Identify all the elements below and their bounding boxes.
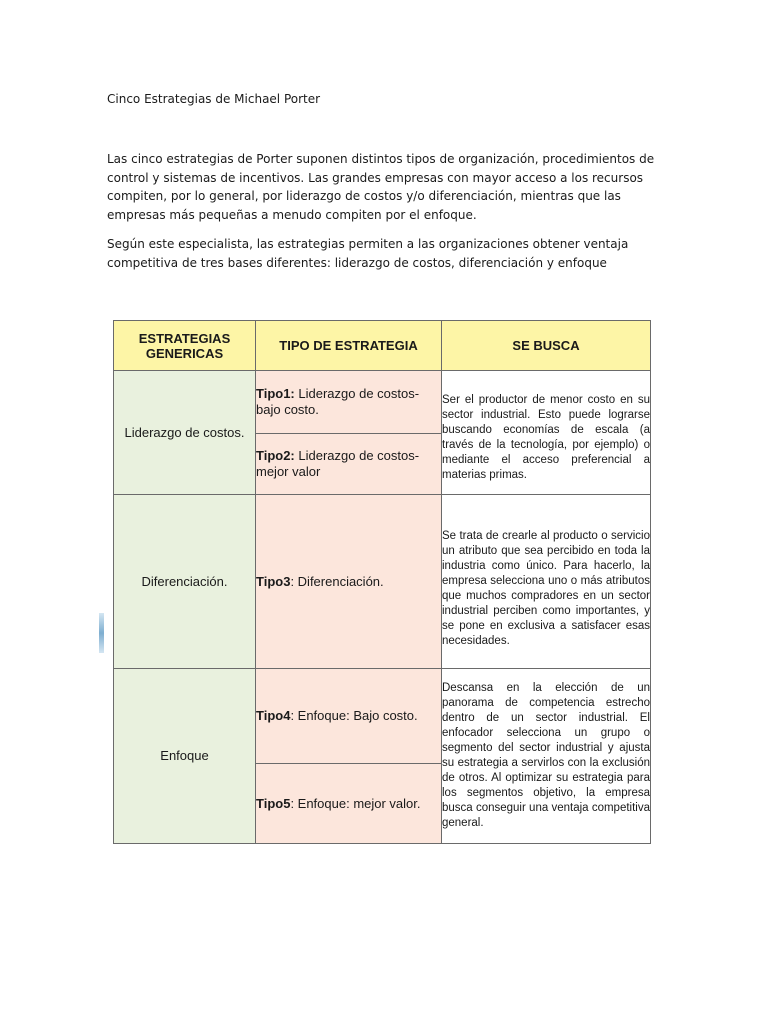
page-side-marker	[99, 613, 104, 653]
generic-focus: Enfoque	[114, 669, 256, 844]
table-row	[114, 371, 651, 434]
sought-focus: Descansa en la elección de un panorama de competencia estrecho dentro de un sector industrial. El enfocador selecciona un grupo o segmento del sector industrial y ajusta su estrategia a servirlos con la exclusión de otros. Al optimizar su estrategia para los segmentos objetivo, la empresa busca conseguir una ventaja competitiva general.	[442, 669, 651, 844]
type-3-cell: Tipo3: Diferenciación.	[256, 495, 442, 669]
generic-differentiation: Diferenciación.	[114, 495, 256, 669]
intro-paragraph: Las cinco estrategias de Porter suponen distintos tipos de organización, procedimientos de control y sistemas de incentivos. Las grandes empresas con mayor acceso a los recursos compiten, por lo general, por liderazgo de costos y/o diferenciación, mientras que las empresas más pequeñas a menudo compiten por el enfoque.	[107, 152, 655, 222]
porter-strategies-table	[113, 320, 651, 844]
type-4-cell: Tipo4: Enfoque: Bajo costo.	[256, 669, 442, 764]
type-5-cell: Tipo5: Enfoque: mejor valor.	[256, 764, 442, 844]
bases-paragraph: Según este especialista, las estrategias permiten a las organizaciones obtener ventaja competitiva de tres bases diferentes: liderazgo de costos, diferenciación y enfoque	[107, 237, 629, 270]
header-strategy-type: TIPO DE ESTRATEGIA	[256, 321, 442, 371]
sought-differentiation: Se trata de crearle al producto o servicio un atributo que sea percibido en toda la industria como único. Para hacerlo, la empresa selecciona uno o más atributos que muchos compradores en un sector industrial perciben como importantes, y se pone en exclusiva a satisfacer esas necesidades.	[442, 495, 651, 669]
header-generic-strategies: ESTRATEGIAS GENERICAS	[114, 321, 256, 371]
table-row	[114, 495, 651, 669]
table-header-row	[114, 321, 651, 371]
type-2-cell: Tipo2: Liderazgo de costos-mejor valor	[256, 434, 442, 495]
generic-cost-leadership: Liderazgo de costos.	[114, 371, 256, 495]
table-row	[114, 669, 651, 764]
header-sought: SE BUSCA	[442, 321, 651, 371]
type-1-cell: Tipo1: Liderazgo de costos-bajo costo.	[256, 371, 442, 434]
sought-cost-leadership: Ser el productor de menor costo en su sector industrial. Esto puede lograrse buscando economías de escala (a través de la tecnología, por ejemplo) o mediante el acceso preferencial a materias primas.	[442, 371, 651, 495]
document-title: Cinco Estrategias de Michael Porter	[107, 92, 321, 106]
